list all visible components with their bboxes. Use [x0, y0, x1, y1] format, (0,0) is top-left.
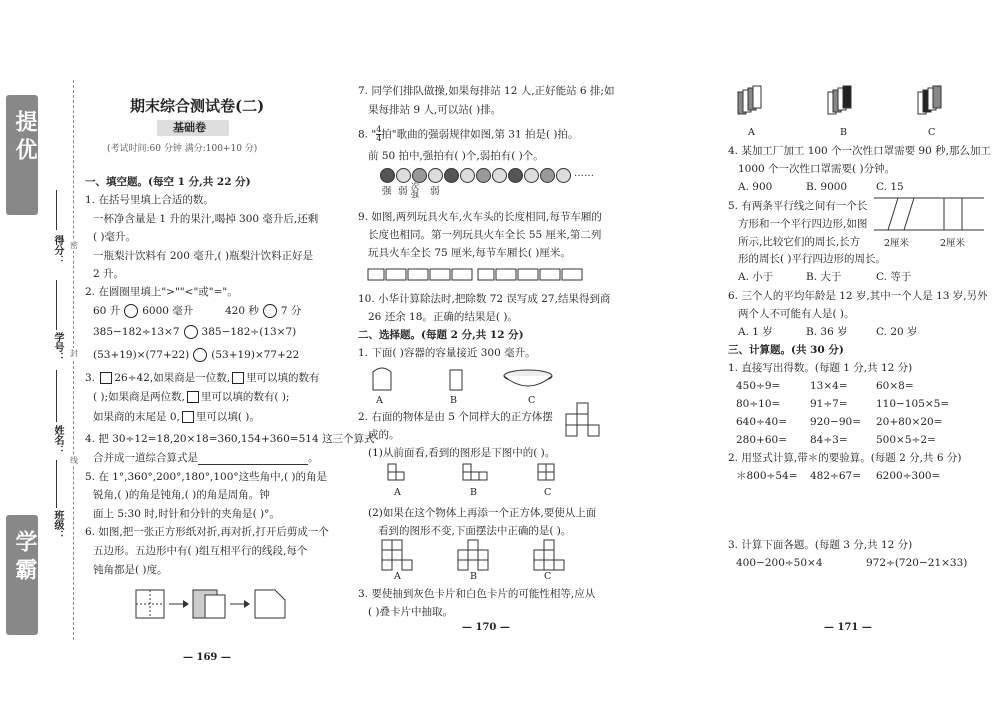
- beat-strong: [444, 168, 459, 183]
- seal-dotted-line: [73, 80, 74, 640]
- beat-label: 弱: [430, 186, 440, 197]
- c3b: ( )叠卡片中抽取。: [368, 606, 454, 618]
- c2b: 成的。: [368, 429, 400, 441]
- q3-line3: 如果商的末尾是 0, 里可以填( )。: [93, 411, 260, 423]
- beat-medium: [540, 168, 555, 183]
- q10a: 10. 小华计算除法时,把除数 72 误写成 27,结果得到商: [358, 293, 611, 305]
- field-line: [56, 190, 57, 230]
- cube-placement-options: [378, 538, 598, 570]
- q1c: 一瓶梨汁饮料有 200 毫升,( )瓶梨汁饮料正好是: [93, 250, 314, 262]
- subtitle: 基础卷: [173, 121, 206, 134]
- c5-option-a: A. 小于: [738, 271, 774, 283]
- k1: 1. 直接写出得数。(每题 1 分,共 12 分): [728, 362, 913, 374]
- c6-option-a: A. 1 岁: [738, 326, 773, 338]
- q9c: 玩具火车全长 75 厘米,每节车厢长( )厘米。: [368, 247, 571, 259]
- q5a: 5. 在 1°,360°,200°,180°,100°这些角中,( )的角是: [85, 471, 328, 483]
- page-number-169: — 169 —: [183, 652, 231, 663]
- q2d: (53+19)×(77+22) (53+19)×77+22: [93, 349, 300, 361]
- c2a: 2. 右面的物体是由 5 个同样大的正方体摆: [358, 411, 553, 423]
- option-a: A: [394, 571, 401, 582]
- c4a: 4. 某加工厂加工 100 个一次性口罩需要 90 秒,那么加工: [728, 145, 991, 157]
- q5b: 锐角,( )的角是钝角,( )的角是周角。钟: [93, 489, 270, 501]
- q4b: 合并成一道综合算式是 。: [93, 452, 319, 464]
- c6-option-c: C. 20 岁: [876, 326, 918, 338]
- calc-item: ＊800÷54=: [736, 470, 798, 482]
- q7b: 果每排站 9 人,可以站( )排。: [368, 104, 502, 116]
- q3-line2: ( );如果商是两位数, 里可以填的数有( );: [93, 391, 290, 403]
- calc-item: 6200÷300=: [876, 470, 941, 482]
- option-c: C: [544, 487, 552, 498]
- ellipsis: ……: [574, 168, 594, 179]
- digit-box[interactable]: [100, 372, 112, 384]
- seal-mi: 密: [70, 241, 78, 250]
- beat-label: 强: [382, 186, 392, 197]
- c4-option-b: B. 9000: [806, 181, 848, 193]
- section-3-heading: 三、计算题。(共 30 分): [728, 344, 844, 356]
- c3a: 3. 要使抽到灰色卡片和白色卡片的可能性相等,应从: [358, 588, 596, 600]
- page-number-170: — 170 —: [462, 622, 510, 633]
- option-a: A: [748, 127, 755, 138]
- beat-medium: [412, 168, 427, 183]
- q7a: 7. 同学们排队做操,如果每排站 12 人,正好能站 6 排;如: [358, 85, 615, 97]
- parallelogram: [888, 198, 914, 230]
- left-margin: [0, 0, 85, 707]
- toy-trains: [368, 266, 598, 284]
- seal-xian: 线: [70, 456, 78, 465]
- calc-item: 640÷40=: [736, 416, 787, 428]
- c2e: 看到的图形不变,下面摆法中正确的是( )。: [378, 525, 572, 537]
- train-1: [368, 269, 472, 280]
- beat-label: 次强: [411, 182, 419, 199]
- label-2cm: 2厘米: [884, 238, 910, 249]
- option-b: B: [840, 127, 847, 138]
- beat-weak: [492, 168, 507, 183]
- calc-item: 60×8=: [876, 380, 914, 392]
- calc-item: 20+80×20=: [876, 416, 943, 428]
- calc-item: 400−200÷50×4: [736, 557, 823, 569]
- q3-line1: 3. 26÷42,如果商是一位数, 里可以填的数有: [85, 372, 320, 384]
- c4b: 1000 个一次性口罩需要( )分钟。: [738, 163, 896, 175]
- calc-item: 450÷9=: [736, 380, 781, 392]
- seal-feng: 封: [70, 349, 78, 358]
- beat-strong: [508, 168, 523, 183]
- q10b: 26 还余 18。正确的结果是( )。: [368, 311, 518, 323]
- beat-label: 弱: [398, 186, 408, 197]
- calc-item: 84÷3=: [810, 434, 848, 446]
- c5-option-b: B. 大于: [806, 271, 842, 283]
- answer-blank[interactable]: [198, 453, 308, 465]
- q8b: 前 50 拍中,强拍有( )个,弱拍有( )个。: [368, 150, 544, 162]
- field-line: [56, 370, 57, 422]
- c2d: (2)如果在这个物体上再添一个正方体,要使从上面: [368, 507, 597, 519]
- q2b: 420 秒 7 分: [225, 305, 302, 317]
- option-b: B: [450, 395, 457, 406]
- beat-weak: [460, 168, 475, 183]
- c4-option-a: A. 900: [738, 181, 773, 193]
- c5a: 5. 有两条平行线之间有一个长: [728, 200, 868, 212]
- score-field: 得分：: [52, 235, 63, 265]
- q8-line1: 8. "$\frac{4}{4}$拍"歌曲的强弱规律如图,第 31 拍是( )拍。: [358, 125, 579, 143]
- page-169: [85, 0, 375, 707]
- badge-top-text: 提优: [12, 110, 38, 166]
- q2: 2. 在圆圈里填上">""<"或"="。: [85, 286, 238, 298]
- q2c: 385−182÷13×7 385−182÷(13×7): [93, 326, 297, 338]
- beat-weak: [396, 168, 411, 183]
- c6-option-b: B. 36 岁: [806, 326, 848, 338]
- pentagon-result: [255, 590, 285, 618]
- stack-b: [828, 86, 851, 114]
- digit-box[interactable]: [187, 391, 199, 403]
- c6a: 6. 三个人的平均年龄是 12 岁,其中一个人是 13 岁,另外: [728, 290, 988, 302]
- calc-item: 500×5÷2=: [876, 434, 936, 446]
- compare-circle[interactable]: [193, 348, 207, 362]
- q6b: 五边形。五边形中有( )组互相平行的线段,每个: [93, 545, 308, 557]
- c5d: 形的周长( )平行四边形的周长。: [738, 253, 887, 265]
- c4-option-c: C. 15: [876, 181, 904, 193]
- badge-bottom-text: 学霸: [12, 530, 38, 586]
- k3: 3. 计算下面各题。(每题 3 分,共 12 分): [728, 539, 913, 551]
- id-field: 学号：: [52, 332, 63, 362]
- c5c: 所示,比较它们的周长,长方: [738, 236, 861, 248]
- beat-weak: [556, 168, 571, 183]
- q1d: 2 升。: [93, 268, 125, 280]
- q9b: 长度也相同。第一列玩具火车全长 55 厘米,第二列: [368, 229, 602, 241]
- page-171: [728, 0, 990, 707]
- q4a: 4. 把 30÷12=18,20×18=360,154+360=514 这三个算式: [85, 433, 375, 445]
- front-view-options: [388, 464, 588, 486]
- option-a: A: [376, 395, 383, 406]
- q1: 1. 在括号里填上合适的数。: [85, 194, 214, 206]
- q6c: 钝角都是( )度。: [93, 564, 168, 576]
- option-b: B: [470, 571, 477, 582]
- calc-item: 972÷(720−21×33): [866, 557, 968, 569]
- compare-circle[interactable]: [184, 325, 198, 339]
- paper-fold-diagram: [135, 585, 305, 625]
- beat-weak: [524, 168, 539, 183]
- calc-item: 13×4=: [810, 380, 848, 392]
- page-170: [358, 0, 615, 707]
- q6a: 6. 如图,把一张正方形纸对折,再对折,打开后剪成一个: [85, 526, 329, 538]
- q1b: ( )毫升。: [93, 231, 137, 243]
- beat-strong: [380, 168, 395, 183]
- beat-medium: [476, 168, 491, 183]
- containers: [368, 362, 588, 394]
- calc-item: 91÷7=: [810, 398, 848, 410]
- compare-circle[interactable]: [124, 304, 138, 318]
- q9a: 9. 如图,两列玩具火车,火车头的长度相同,每节车厢的: [358, 211, 602, 223]
- name-field: 姓名：: [52, 425, 63, 455]
- calc-item: 110−105×5=: [876, 398, 950, 410]
- label-2cm: 2厘米: [940, 238, 966, 249]
- field-line: [56, 460, 57, 508]
- stack-a: [738, 86, 761, 114]
- jar: [450, 370, 462, 390]
- beat-row: [380, 168, 610, 200]
- exam-info: (考试时间:60 分钟 满分:100+10 分): [107, 144, 258, 154]
- train-2: [478, 269, 582, 280]
- option-b: B: [470, 487, 477, 498]
- digit-box[interactable]: [182, 411, 194, 423]
- c2c: (1)从前面看,看到的图形是下图中的( )。: [368, 447, 556, 459]
- calc-item: 80÷10=: [736, 398, 781, 410]
- stack-c: [918, 86, 941, 114]
- rectangle: [944, 198, 962, 230]
- beat-weak: [428, 168, 443, 183]
- calc-item: 920−90=: [810, 416, 861, 428]
- option-a: A: [394, 487, 401, 498]
- c6b: 两个人不可能有人是( )。: [738, 308, 855, 320]
- q2a: 60 升 6000 毫升: [93, 305, 194, 317]
- option-c: C: [528, 395, 536, 406]
- c5-option-c: C. 等于: [876, 271, 912, 283]
- digit-box[interactable]: [232, 372, 244, 384]
- page-number-171: — 171 —: [824, 622, 872, 633]
- field-line: [56, 280, 57, 330]
- section-1-heading: 一、填空题。(每空 1 分,共 22 分): [85, 176, 251, 188]
- parallel-shapes: [874, 196, 986, 236]
- option-c: C: [928, 127, 936, 138]
- compare-circle[interactable]: [263, 304, 277, 318]
- k2: 2. 用竖式计算,带＊的要验算。(每题 2 分,共 6 分): [728, 452, 962, 464]
- section-2-heading: 二、选择题。(每题 2 分,共 12 分): [358, 329, 524, 341]
- class-field: 班级：: [52, 510, 63, 540]
- kettle: [373, 368, 391, 390]
- calc-item: 280+60=: [736, 434, 787, 446]
- q5c: 面上 5:30 时,时针和分针的夹角是( )°。: [93, 508, 280, 520]
- calc-item: 482÷67=: [810, 470, 861, 482]
- page-title: 期末综合测试卷(二): [130, 97, 265, 115]
- option-c: C: [544, 571, 552, 582]
- q1a: 一杯净含量是 1 升的果汁,喝掉 300 毫升后,还剩: [93, 213, 319, 225]
- c5b: 方形和一个平行四边形,如图: [738, 218, 868, 230]
- card-stacks: [738, 86, 958, 126]
- cube-stack: [564, 402, 604, 438]
- c1: 1. 下面( )容器的容量接近 300 毫升。: [358, 347, 536, 359]
